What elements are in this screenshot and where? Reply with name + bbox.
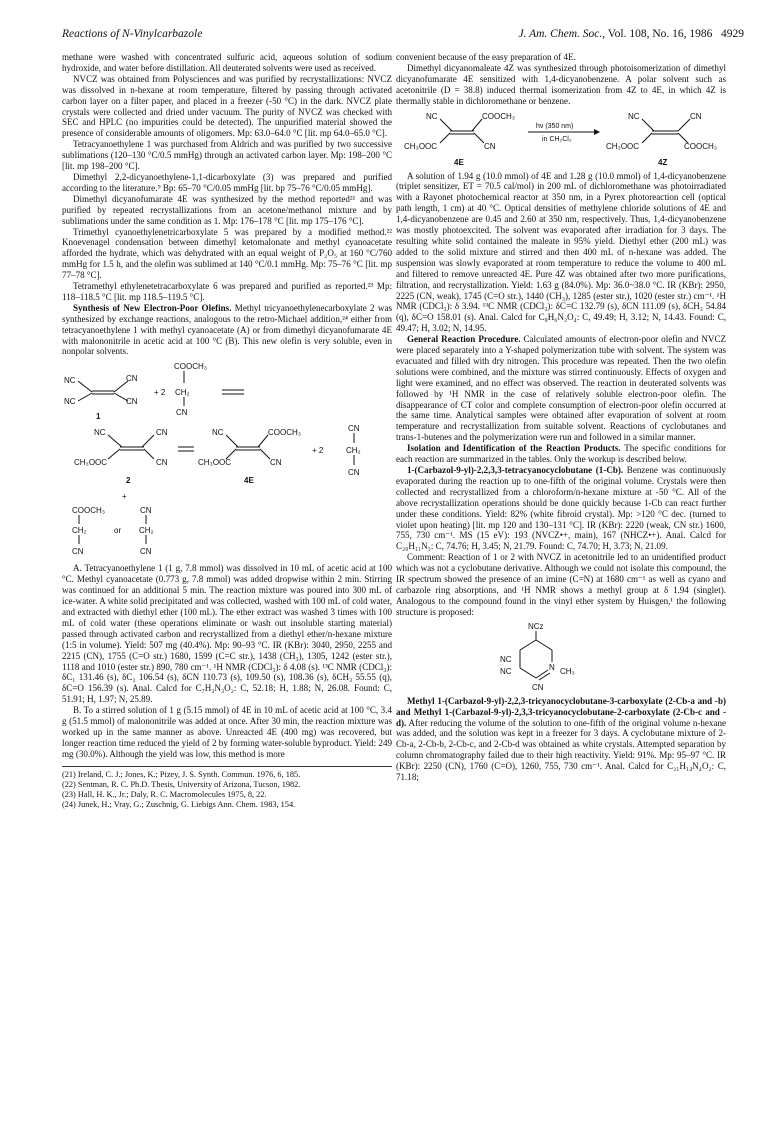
chem-label: + 2 [312,446,324,456]
right-column [396,52,726,783]
compound-number: 4E [454,157,464,167]
chem-label: NC [64,376,76,386]
running-head: Reactions of N-Vinylcarbazole [62,28,203,40]
paragraph: A. Tetracyanoethylene 1 (1 g, 7.8 mmol) was dissolved in 10 mL of acetic acid at 100 °C. Methyl cyanoacetate (0.773 g, 7.8 mmol) was added dropwise within 2 min. Stirring was continued for an additional 5 min. The reaction mixture was poured into 300 mL of ice-water. A white solid precipitated and was collected, washed with 100 mL of cold water, and extracted with diethyl ether (100 mL). The ether extract was washed 3 times with 100 mL of cold water (these operations eliminate or wash out insoluble starting material) passed through activated carbon and recrystallized from a diethyl ether/n-hexane mixture (1:5 in volume). Yield: 507 mg (40.4%). Mp: 90–93 °C. IR (KBr): 3040, 2950, 2255 and 2215 (CN), 1755 (C=O str.) 1680, 1599 (C=C str.), 1438 (CH₃), 1305, 1242 (ester str.), 1118 and 1010 (ester str.) 890, 780 cm⁻¹. ¹H NMR (CDCl₃): δ 4.08 (s). ¹³C NMR (CDCl₃): δC₁ 131.46 (s), δC₂ 106.54 (s), δCN 110.73 (s), 109.50 (s), 108.36 (s), δCH₃ 55.55 (q), δC=O 156.39 (s). Anal. Calcd for C₇H₃N₃O₂: C, 52.18; H, 1.88; N, 26.08. Found: C, 51.91; H, 1.97; N, 25.89. [62,563,392,705]
chem-label: CN [140,506,152,516]
paragraph-text: The specific conditions for each reaction are summarized in the tables. Only the workup is described below. [396,443,726,465]
scheme-tcne-exchange [62,359,392,421]
arrow-condition: hν (350 nm) [536,122,574,130]
scheme-byproducts [62,493,392,561]
paragraph [62,303,392,358]
chem-label: NC [94,428,106,438]
chem-label: + 2 [154,388,166,398]
references [62,766,392,810]
chem-label: CN [532,682,544,692]
paragraph-text: After reducing the volume of the solution to one-fifth of the original volume n-hexane was added, and the solution was kept in a freezer for 3 days. A cyclobutane mixture of 2-Cb-a, 2-Cb-b, 2-Cb-c, and 2-Cb-d was obtained as white crystals. Attempted separation by column chromatography failed due to their high reactivity. Yield: 91%. Mp: 95–97 °C. IR (KBr): 2250 (CN), 1760 (C=O), 1260, 755, 730 cm⁻¹. Anal. Calcd for C₂₁H₁₄N₄O₂: C, 71.18; [396,717,726,783]
chem-label: CH₂ [72,526,87,536]
chem-label: CN [140,547,152,557]
paragraph: Trimethyl cyanoethylenetricarboxylate 5 was prepared by a modified method.²² Knoevenagel condensation between dimethyl ketomalonate and methyl cyanoacetate afforded the hydrate, which was dehydrated with an equal weight of P₂O₅ at 160 °C/760 mmHg for 1.5 h, and the olefin was sublimed at 140 °C/0.1 mmHg. Mp: 75–76 °C [lit. mp 77–78 °C]. [62,226,392,281]
chem-label: CH₃ [560,666,575,676]
paragraph: Dimethyl 2,2-dicyanoethylene-1,1-dicarboxylate (3) was prepared and purified according to the literature.⁹ Bp: 65–70 °C/0.05 mmHg [lit. bp 75–76 °C/0.05 mmHg]. [62,171,392,193]
chem-label: COOCH₃ [684,141,718,151]
paragraph: B. To a stirred solution of 1 g (5.15 mmol) of 4E in 10 mL of acetic acid at 100 °C, 3.4 g (51.5 mmol) of malononitrile was added at once. After 30 min, the reaction mixture was worked up in the same manner as above. Unreacted 4E (400 mg) was recovered, but longer reaction time reduced the yield of 2 by forming water-soluble byproduct. Yield: 249 mg (30.0%). Although the yield was low, this method is more [62,705,392,759]
chem-label: CN [690,111,702,121]
reference-item: (23) Hall, H. K., Jr.; Daly, R. C. Macromolecules 1975, 8, 22. [62,789,267,799]
paragraph: Tetracyanoethylene 1 was purchased from Aldrich and was purified by two successive sublimations (120–130 °C/0.5 mmHg) through an activated carbon layer. Mp: 198–200 °C [lit. mp 198–200 °C]. [62,139,392,172]
volume-issue: Vol. 108, No. 16, 1986 [607,28,713,40]
paragraph: NVCZ was obtained from Polysciences and was purified by recrystallizations: NVCZ was dissolved in n-hexane at room temperature, filtered by passing through activated carbon layer on a filter paper, and placed in a freezer (-50 °C) in the dark. NVCZ plate crystals were collected and dried under vacuum. The purity of NVCZ was checked with SEC and HPLC (no impurities could be detected). The unpurified material showed the presence of considerable amounts of oligomers. Mp: 63.0–64.0 °C [lit. mp 64.0–65.0 °C]. [62,73,392,139]
chem-label: CN [348,468,360,478]
paragraph: Dimethyl dicyanomaleate 4Z was synthesized through photoisomerization of dimethyl dicyanofumarate 4E sensitized with 1,4-dicyanobenzene. A polar solvent such as acetonitrile (D = 38.8) induced thermal isomerization from 4Z to 4E, in which 4Z is thermally stable in dichloromethane or benzene. [396,62,726,106]
paragraph: Tetramethyl ethylenetetracarboxylate 6 was prepared and purified as reported.²³ Mp: 118–118.5 °C [lit. mp 118.5–119.5 °C]. [62,281,392,302]
paragraph: Comment: Reaction of 1 or 2 with NVCZ in acetonitrile led to an unidentified product which was not a cyclobutane derivative. Although we could not isolate this compound, the IR spectrum showed the presence of an imine (C=N) at 1680 cm⁻¹ as well as cyano and carbazole ring absorptions, and ¹H NMR shows a methyl group at δ 1.94 (singlet). Analogous to the compound found in the vinyl ether system by Huisgen,¹ the following structure is proposed: [396,552,726,617]
paragraph: methane were washed with concentrated sulfuric acid, aqueous solution of sodium hydroxide, and water before distillation. All deuterated solvents were used as received. [62,52,392,73]
paragraph-text: Calculated amounts of electron-poor olefin and NVCZ were placed separately into a Y-shaped polymerization tube with solvent. The system was evacuated and filled with dry nitrogen. This procedure was repeated. Then the two olefin solutions were combined, and the mixture was stirred continuously. Effects of oxygen and light were examined, and no effect was observed. The reaction in deuterated solvents was followed by ¹H NMR in the case of relatively soluble electron-poor olefin. The disappearance of CT color and complete consumption of electron-poor olefin occurred at the same time. Analytical samples were obtained after evaporation of solvent at room temperature and recrystallization from suitable solvent. Reactions of cyclobutanes and trans-1-butenes and the polymerization were run and followed in a similar manner. [396,334,726,443]
compound-number: 2 [126,476,131,486]
paragraph: A solution of 1.94 g (10.0 mmol) of 4E and 1.28 g (10.0 mmol) of 1,4-dicyanobenzene (triplet sensitizer, ET = 70.5 cal/mol) in 200 mL of dichloromethane was photoirradiated with a Rayonet photochemical reactor at 350 nm, in a Pyrex photoreaction cell (optical path length, 1 cm) at 40 °C. Optical densities of methylene chloride solutions of 4E and 1,4-dicyanobenzene are 0.45 and 2.60 at 350 nm, respectively. Thus, 1,4-dicyanobenzene was mostly photoexcited. The solvent was evaporated after irradiation for 3 days. The resulting white solid contained the maleate in 95% yield. Diethyl ether (200 mL) was added to the solid mixture and stirred and then 400 mL of n-hexane was added. The suspension was slowly evaporated at room temperature to reduce the volume to 400 mL and filtered to remove unreacted 4E. Pure 4Z was obtained after two more purifications, filtration, and recrystallization. Yield: 1.63 g (84.0%). Mp: 36.0~38.0 °C. IR (KBr): 2950, 2225 (CN, weak), 1745 (C=O str.), 1440 (CH₃), 1285 (ester str.), 1020 (ester str.) cm⁻¹. ¹H NMR (CDCl₃): δ 3.94. ¹³C NMR (CDCl₃): δC=C 132.79 (s), δCN 111.09 (s), δCH₃ 54.84 (q), δC=O 158.01 (s). Anal. Calcd for C₈H₆N₂O₄: C, 49.49; H, 3.12; N, 14.43. Found: C, 49.47; H, 3.02; N, 14.95. [396,170,726,334]
section-heading: Isolation and Identification of the Reaction Products. [407,443,621,454]
paragraph: Dimethyl dicyanofumarate 4E was synthesized by the method reported²¹ and was purified by repeated recrystallizations from an acetone/methanol mixture and by sublimations under the same condition as 1. Mp: 176–178 °C [lit. mp 175–176 °C]. [62,193,392,226]
reference-item: (24) Junek, H.; Vray, G.; Zuschnig, G. Liebigs Ann. Chem. 1983, 154. [62,799,296,809]
section-heading: 1-(Carbazol-9-yl)-2,2,3,3-tetracyanocyclobutane (1-Cb). [407,465,624,475]
paragraph [396,443,726,465]
chem-label: COOCH₃ [268,428,302,438]
chem-label: CN [156,458,168,468]
chem-label: CH₃OOC [606,141,640,151]
page-number: 4929 [721,28,744,40]
chem-label: CH₃OOC [74,458,108,468]
chem-label: NC [628,111,640,121]
chem-label: + [122,493,127,502]
journal-name: J. Am. Chem. Soc., [518,28,606,40]
compound-number: 4Z [658,157,668,167]
chem-label: CN [156,428,168,438]
paragraph [396,465,726,552]
section-heading: Synthesis of New Electron-Poor Olefins. [73,302,232,313]
chem-label: or [114,526,122,536]
left-column [62,52,392,810]
chem-label: CN [126,374,138,384]
chem-label: CH₃OOC [404,141,438,151]
compound-number: 4E [244,476,254,486]
chem-label: CN [348,424,360,434]
chem-label: CN [484,141,496,151]
chem-label: NC [500,654,512,664]
section-heading: Methyl 1-(Carbazol-9-yl)-2,2,3-tricyanocyclobutane-3-carboxylate (2-Cb-a and -b) and Methyl 1-(Carbazol-9-yl)-2,3,3-tricyanocyclobutane-2-carboxylate (2-Cb-c and -d). [396,695,726,728]
section-heading: General Reaction Procedure. [407,334,521,345]
chem-label: CH₂ [346,446,361,456]
chem-label: COOCH₃ [174,362,208,372]
reference-item: (21) Ireland, C. J.; Jones, K.; Pizey, J. S. Synth. Commun. 1976, 6, 185. [62,769,301,779]
paragraph-text: Methyl tricyanoethylenecarboxylate 2 was synthesized by exchange reactions, analogous to the retro-Michael addition,²⁴ either from tetracyanoethylene 1 with methyl cyanoacetate (A) or from dimethyl dicyanofumarate 4E with malononitrile in acetic acid at 100 °C (B). This new olefin is very soluble, even in nonpolar solvents. [62,302,392,357]
scheme-proposed-structure [396,620,726,694]
chem-label: NC [426,111,438,121]
chem-label: NC [64,397,76,407]
arrow-condition: in CH₂Cl₂ [542,135,572,143]
chem-label: N [549,662,555,672]
paragraph [396,696,726,783]
chem-label: NCz [528,621,544,631]
scheme-2-from-4E [62,423,392,491]
chem-label: NC [212,428,224,438]
chem-label: COOCH₃ [72,506,106,516]
chem-label: CN [176,408,188,418]
chem-label: CH₃OOC [198,458,232,468]
chem-label: CN [126,397,138,407]
paragraph [396,334,726,443]
chem-label: CN [72,547,84,557]
chem-label: COOCH₃ [482,111,516,121]
chem-label: CN [270,458,282,468]
scheme-photoisomerization [396,109,726,169]
paragraph-text: Benzene was continuously evaporated during the reaction up to one-fifth of the original volume. Crystals were then collected and recrystallized from a chloroform/n-hexane mixture at -50 °C. All of the above recrystallization operations should be done quickly because 1-Cb can react further under these conditions. Yield: 82% (white fibroid crystal). Mp: >120 °C dec. (turned to violet upon heating) [lit. mp 120 and 130–131 °C]. IR (KBr): 2220 (weak, CN str.) 1600, 755, 730 cm⁻¹. MS (15 eV): 193 (NVCZ•+, main), 167 (NHCZ•+). Anal. Calcd for C₂₀H₁₁N₅: C, 74.76; H, 3.45; N, 21.79. Found: C, 74.70; H, 3.73; N, 21.09. [396,465,726,552]
reference-item: (22) Sentman, R. C. Ph.D. Thesis, University of Arizona, Tucson, 1982. [62,779,301,789]
chem-label: CH₂ [175,388,190,398]
compound-number: 1 [96,412,101,422]
paragraph: convenient because of the easy preparation of 4E. [396,52,576,62]
chem-label: NC [500,666,512,676]
journal-citation [518,28,744,40]
chem-label: CH₂ [139,526,154,536]
